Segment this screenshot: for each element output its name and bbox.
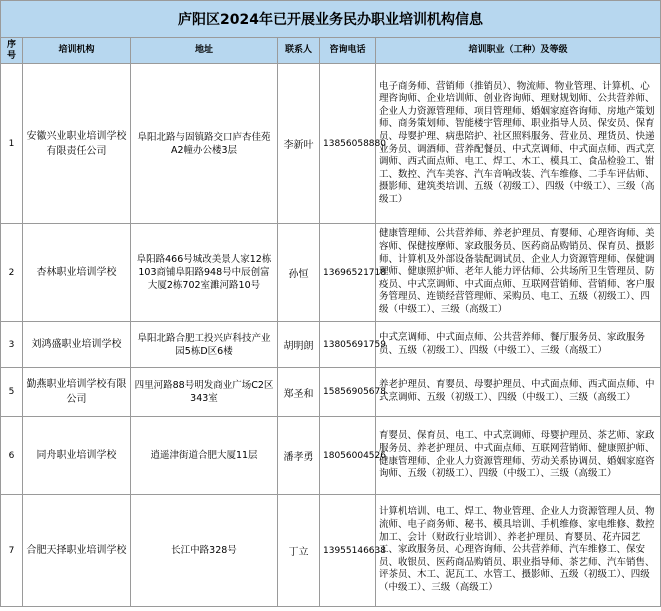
- row-phone: 13696521718: [320, 224, 376, 322]
- row-phone: 15856905678: [320, 368, 376, 417]
- row-org: 同舟职业培训学校: [23, 417, 131, 495]
- row-contact: 李新叶: [278, 64, 320, 224]
- row-contact: 郑圣和: [278, 368, 320, 417]
- header-org: 培训机构: [23, 38, 131, 64]
- table-row: [1, 368, 661, 417]
- row-address: 四里河路88号明发商业广场C2区343室: [131, 368, 278, 417]
- row-phone: 13805691759: [320, 322, 376, 368]
- row-address: 阜阳北路与固镇路交口庐杏佳苑A2幢办公楼3层: [131, 64, 278, 224]
- header-phone: 咨询电话: [320, 38, 376, 64]
- header-jobs: 培训职业（工种）及等级: [376, 38, 661, 64]
- row-address: 阜阳路466号城改美景人家12栋103商铺阜阳路948号中辰创富大厦2栋702室濉河路10号: [131, 224, 278, 322]
- row-org: 勤燕职业培训学校有限公司: [23, 368, 131, 417]
- row-index: 1: [1, 64, 23, 224]
- header-index: 序号: [1, 38, 23, 64]
- table-row: [1, 322, 661, 368]
- row-address: 长江中路328号: [131, 495, 278, 607]
- header-contact: 联系人: [278, 38, 320, 64]
- table-row: [1, 224, 661, 322]
- table-row: [1, 64, 661, 224]
- row-contact: 潘孝勇: [278, 417, 320, 495]
- row-org: 刘鸿盛职业培训学校: [23, 322, 131, 368]
- table-title: 庐阳区2024年已开展业务民办职业培训机构信息: [1, 1, 661, 38]
- table-row: [1, 417, 661, 495]
- row-jobs: 计算机培训、电工、焊工、物业管理、企业人力资源管理人员、物流师、电子商务师、秘书、模具培训、手机维修、家电维修、数控加工、会计（财政行业培训）、养老护理员、育婴员、花卉园艺工、家政服务员、心理咨询师、公共营养师、汽车维修工、保安员、收银员、医药商品购销员、职业指导师、茶艺师、汽车销售、评茶员、木工、泥瓦工、水管工、摄影师、五级（初级工）、四级（中级工）、三级（高级工）: [376, 495, 661, 607]
- row-jobs: 电子商务师、营销师（推销员）、物流师、物业管理、计算机、心理咨询师、企业培训师、创业咨询师、理财规划师、公共营养师、企业人力资源管理师、项目管理师、婚姻家庭咨询师、房地产策划师、商务策划师、智能楼宇管理师、职业指导人员、保安员、保育员、母婴护理、病患陪护、社区照料服务、营业员、理货员、快递业务员、调酒师、营养配餐员、中式烹调师、中式面点师、西式烹调师、西式面点师、电工、焊工、木工、模具工、食品检验工、钳工、数控、汽车美容、汽车音响改装、汽车维修、二手车评估师、摄影师、建筑类培训、五级（初级工）、四级（中级工）、三级（高级工）: [376, 64, 661, 224]
- row-jobs: 健康管理师、公共营养师、养老护理员、育婴师、心理咨询师、美容师、保健按摩师、家政服务员、医药商品购销员、保育员、摄影师、计算机及外部设备装配调试员、企业人力资源管理师、保健调理师、健康照护师、老年人能力评估师、公共场所卫生管理员、防疫员、中式烹调师、中式面点师、互联网营销师、营销师、客户服务管理员、连锁经营管理师、采购员、电工、五级（初级工）、四级（中级工）、三级（高级工）: [376, 224, 661, 322]
- row-org: 合肥天择职业培训学校: [23, 495, 131, 607]
- row-contact: 孙恒: [278, 224, 320, 322]
- header-address: 地址: [131, 38, 278, 64]
- row-index: 2: [1, 224, 23, 322]
- row-address: 阜阳北路合肥工投兴庐科技产业园5栋D区6楼: [131, 322, 278, 368]
- row-index: 6: [1, 417, 23, 495]
- row-jobs: 中式烹调师、中式面点师、公共营养师、餐厅服务员、家政服务员、五级（初级工）、四级（中级工）、三级（高级工）: [376, 322, 661, 368]
- row-address: 逍遥津街道合肥大厦11层: [131, 417, 278, 495]
- row-jobs: 养老护理员、育婴员、母婴护理员、中式面点师、西式面点师、中式烹调师、五级（初级工）、四级（中级工）、三级（高级工）: [376, 368, 661, 417]
- row-index: 3: [1, 322, 23, 368]
- row-contact: 胡明朗: [278, 322, 320, 368]
- row-jobs: 育婴员、保育员、电工、中式烹调师、母婴护理员、茶艺师、家政服务员、养老护理员、中式面点师、互联网营销师、健康照护师、健康管理师、企业人力资源管理师、劳动关系协调员、婚姻家庭咨询师、五级（初级工）、四级（中级工）、三级（高级工）: [376, 417, 661, 495]
- table-row: [1, 495, 661, 607]
- row-contact: 丁立: [278, 495, 320, 607]
- row-phone: 13955146638: [320, 495, 376, 607]
- row-phone: 18056004526: [320, 417, 376, 495]
- row-org: 杏林职业培训学校: [23, 224, 131, 322]
- row-org: 安徽兴业职业培训学校有限责任公司: [23, 64, 131, 224]
- row-index: 5: [1, 368, 23, 417]
- title-row: [1, 1, 661, 38]
- row-phone: 13856058880: [320, 64, 376, 224]
- row-index: 7: [1, 495, 23, 607]
- header-row: [1, 38, 661, 64]
